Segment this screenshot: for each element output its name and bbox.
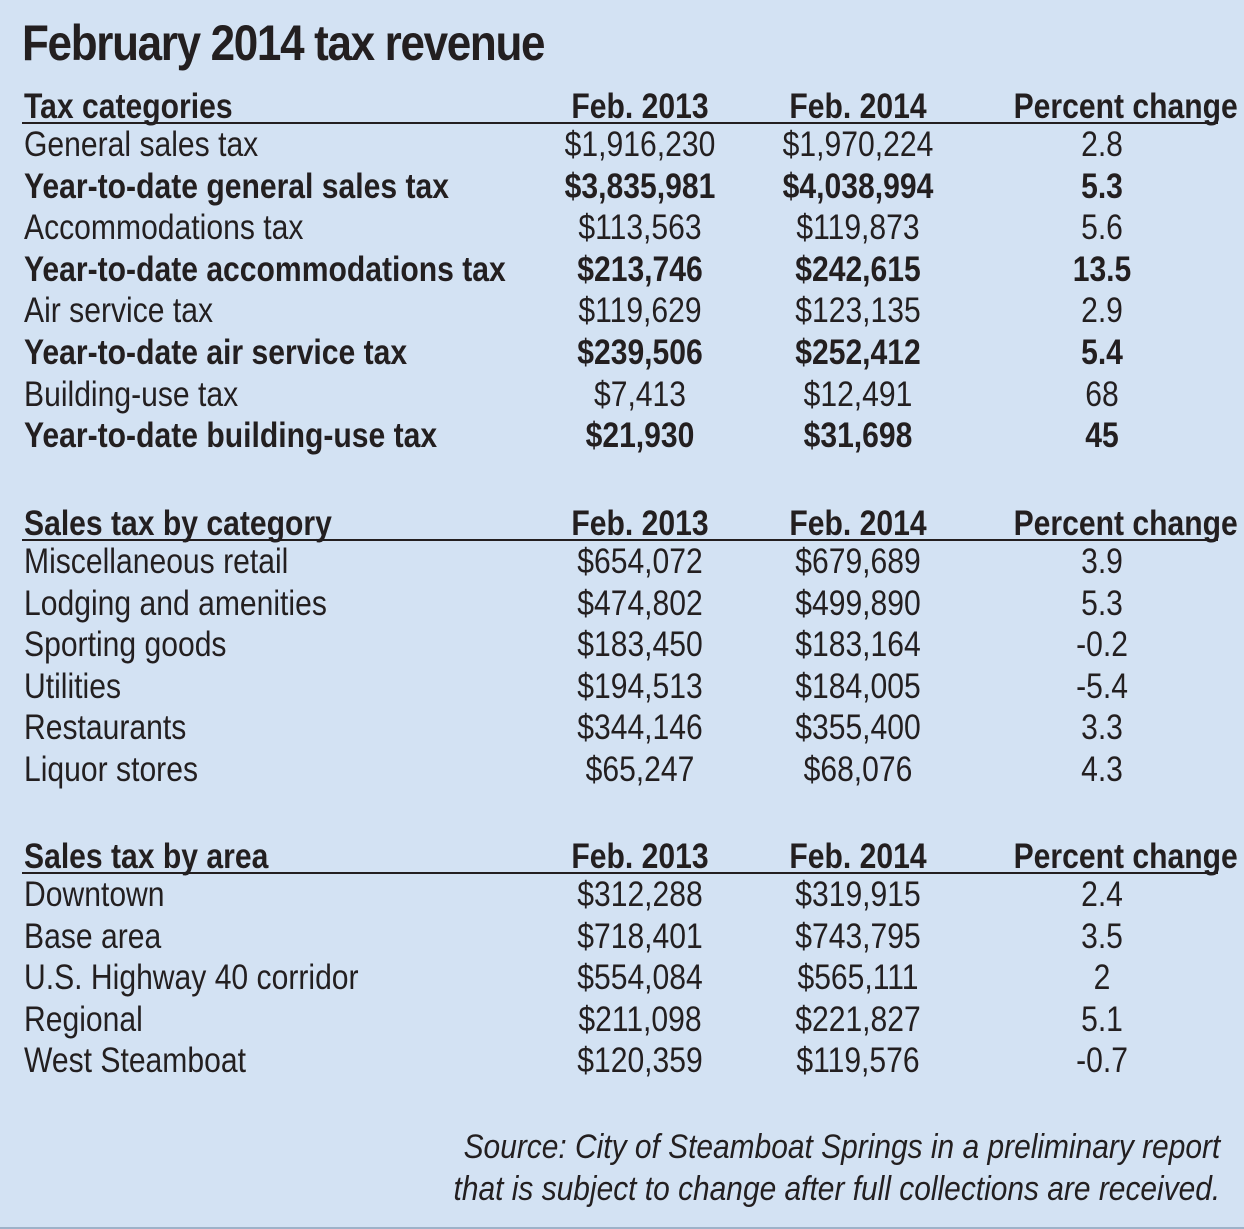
- table-row: [22, 332, 1218, 374]
- value-feb-2014: $31,698: [803, 416, 913, 456]
- value-feb-2013: $474,802: [577, 583, 703, 623]
- value-feb-2014: $68,076: [803, 749, 913, 789]
- table-row: [22, 666, 1218, 708]
- table-row: [22, 624, 1218, 666]
- row-label: Miscellaneous retail: [24, 542, 289, 581]
- header-percent-change: Percent change: [1013, 837, 1238, 876]
- header-feb-2013: Feb. 2013: [571, 87, 709, 126]
- value-feb-2013: $718,401: [577, 916, 703, 956]
- value-feb-2014: $252,412: [795, 332, 921, 372]
- table-row: [22, 207, 1218, 249]
- percent-change-value: -5.4: [1076, 666, 1128, 706]
- table-row: [22, 290, 1218, 332]
- header-feb-2013: Feb. 2013: [571, 837, 709, 876]
- value-feb-2014: $12,491: [803, 374, 913, 414]
- percent-change-value: 4.3: [1081, 749, 1123, 789]
- percent-change-value: 2: [1093, 958, 1111, 998]
- percent-change-value: 3.5: [1081, 916, 1123, 956]
- row-label: Year-to-date building-use tax: [24, 416, 438, 456]
- value-feb-2013: $119,629: [578, 291, 702, 331]
- value-feb-2014: $183,164: [795, 625, 921, 665]
- percent-change-value: 45: [1085, 416, 1119, 456]
- header-section-label: Sales tax by category: [24, 504, 332, 543]
- value-feb-2013: $344,146: [577, 708, 703, 748]
- source-line-2: that is subject to change after full collections are received.: [453, 1170, 1220, 1208]
- value-feb-2014: $184,005: [795, 666, 921, 706]
- table-row: [22, 957, 1218, 999]
- table-row: [22, 415, 1218, 457]
- section-tax-categories: [22, 87, 1238, 457]
- header-feb-2014: Feb. 2014: [789, 87, 927, 126]
- percent-change-value: -0.2: [1076, 625, 1128, 665]
- value-feb-2014: $242,615: [795, 249, 921, 289]
- header-feb-2014: Feb. 2014: [789, 837, 927, 876]
- percent-change-value: -0.7: [1076, 1041, 1128, 1081]
- section-sales-tax-by-category: [22, 504, 1238, 791]
- table-row: [22, 124, 1218, 166]
- header-feb-2014: Feb. 2014: [789, 504, 927, 543]
- percent-change-value: 5.3: [1081, 166, 1123, 206]
- table-header-row: [22, 837, 1238, 876]
- value-feb-2014: $743,795: [795, 916, 921, 956]
- table-row: [22, 999, 1218, 1041]
- section-sales-tax-by-area: [22, 837, 1238, 1082]
- value-feb-2013: $239,506: [577, 332, 703, 372]
- source-line-1: Source: City of Steamboat Springs in a preliminary report: [463, 1128, 1221, 1166]
- value-feb-2013: $1,916,230: [564, 125, 716, 164]
- percent-change-value: 5.6: [1081, 208, 1123, 248]
- table-row: [22, 749, 1218, 791]
- percent-change-value: 2.8: [1081, 125, 1123, 164]
- percent-change-value: 2.9: [1081, 291, 1123, 331]
- row-label: Year-to-date air service tax: [24, 332, 408, 372]
- row-label: Utilities: [24, 666, 122, 706]
- row-label: Accommodations tax: [24, 208, 304, 248]
- table-row: [22, 249, 1218, 291]
- value-feb-2013: $312,288: [577, 875, 703, 914]
- value-feb-2014: $565,111: [797, 958, 919, 998]
- row-label: Year-to-date accommodations tax: [24, 249, 506, 289]
- value-feb-2014: $355,400: [795, 708, 921, 748]
- header-section-label: Sales tax by area: [24, 837, 269, 876]
- table-header-row: [22, 87, 1238, 126]
- row-label: West Steamboat: [24, 1041, 246, 1081]
- value-feb-2013: $654,072: [577, 542, 703, 581]
- value-feb-2013: $120,359: [577, 1041, 703, 1081]
- value-feb-2014: $119,576: [796, 1041, 920, 1081]
- value-feb-2013: $65,247: [585, 749, 695, 789]
- source-note: [453, 1126, 1220, 1210]
- table-row: [22, 707, 1218, 749]
- value-feb-2014: $4,038,994: [782, 166, 934, 206]
- table-row: [22, 1040, 1218, 1082]
- row-label: U.S. Highway 40 corridor: [24, 958, 359, 998]
- value-feb-2014: $1,970,224: [782, 125, 934, 164]
- value-feb-2013: $183,450: [577, 625, 703, 665]
- table-row: [22, 374, 1218, 416]
- header-percent-change: Percent change: [1013, 504, 1238, 543]
- value-feb-2013: $194,513: [577, 666, 703, 706]
- table-row: [22, 166, 1218, 208]
- value-feb-2013: $213,746: [577, 249, 703, 289]
- value-feb-2014: $221,827: [795, 999, 921, 1039]
- row-label: Base area: [24, 916, 162, 956]
- percent-change-value: 68: [1085, 374, 1119, 414]
- percent-change-value: 2.4: [1081, 875, 1123, 914]
- table-row: [22, 541, 1218, 583]
- table-row: [22, 916, 1218, 958]
- row-label: Downtown: [24, 875, 165, 914]
- table-header-row: [22, 504, 1238, 543]
- percent-change-value: 3.3: [1081, 708, 1123, 748]
- percent-change-value: 3.9: [1081, 542, 1123, 581]
- value-feb-2013: $7,413: [593, 374, 687, 414]
- percent-change-value: 5.1: [1081, 999, 1123, 1039]
- value-feb-2014: $123,135: [795, 291, 921, 331]
- header-percent-change: Percent change: [1013, 87, 1238, 126]
- value-feb-2014: $499,890: [795, 583, 921, 623]
- row-label: Regional: [24, 999, 143, 1039]
- percent-change-value: 5.4: [1081, 332, 1123, 372]
- header-section-label: Tax categories: [24, 87, 233, 126]
- table-row: [22, 874, 1218, 916]
- row-label: Restaurants: [24, 708, 187, 748]
- value-feb-2014: $319,915: [795, 875, 921, 914]
- row-label: General sales tax: [24, 125, 259, 164]
- value-feb-2013: $554,084: [577, 958, 703, 998]
- percent-change-value: 5.3: [1081, 583, 1123, 623]
- row-label: Building-use tax: [24, 374, 239, 414]
- value-feb-2013: $21,930: [585, 416, 695, 456]
- row-label: Lodging and amenities: [24, 583, 327, 623]
- row-label: Liquor stores: [24, 749, 199, 789]
- header-feb-2013: Feb. 2013: [571, 504, 709, 543]
- value-feb-2013: $113,563: [578, 208, 702, 248]
- page-title: February 2014 tax revenue: [22, 15, 545, 71]
- value-feb-2013: $211,098: [578, 999, 702, 1039]
- table-row: [22, 583, 1218, 625]
- percent-change-value: 13.5: [1072, 249, 1132, 289]
- value-feb-2014: $679,689: [795, 542, 921, 581]
- row-label: Air service tax: [24, 291, 214, 331]
- value-feb-2013: $3,835,981: [564, 166, 716, 206]
- value-feb-2014: $119,873: [796, 208, 920, 248]
- row-label: Sporting goods: [24, 625, 227, 665]
- row-label: Year-to-date general sales tax: [24, 166, 449, 206]
